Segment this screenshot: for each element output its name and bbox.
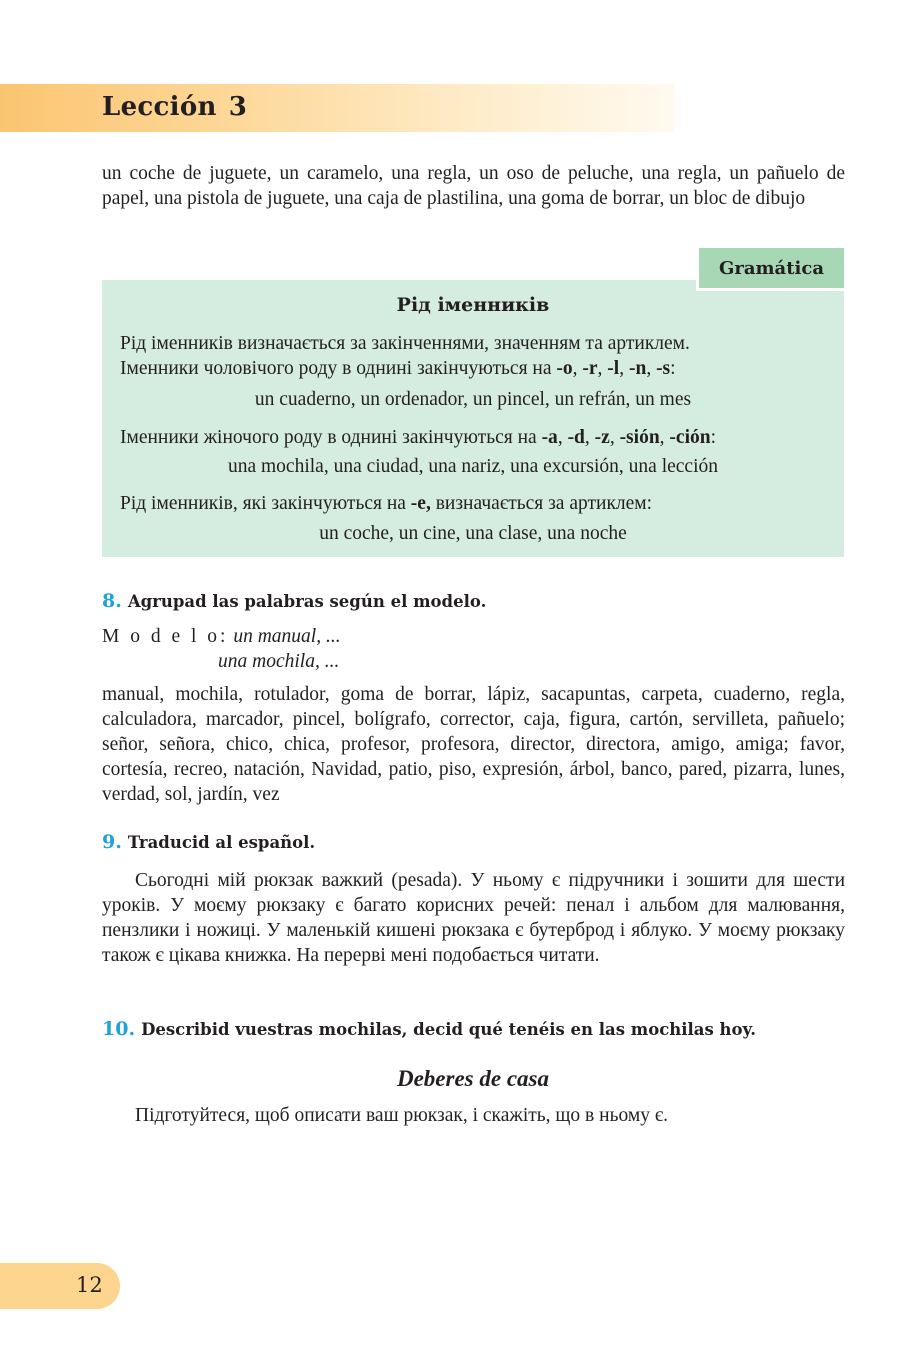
task-10-heading: [102, 1018, 756, 1040]
grammar-masculine-rule: Іменники чоловічого роду в однині закінчуються на -o, -r, -l, -n, -s:: [120, 358, 676, 379]
translation-text: Сьогодні мій рюкзак важкий (pesada). У ньому є підручники і зошити для шести уроків. У моєму рюкзаку є багато корисних речей: пенал і альбом для малювання, пензлики і ножиці. У маленькій кишені рюкзака є бутерброд і яблуко. У моєму рюкзаку також є цікава книжка. На перерві мені подобається читати.: [102, 870, 845, 966]
ending: -n: [628, 358, 647, 379]
ending: -s: [656, 358, 671, 379]
grammar-e-examples: un coche, un cine, una clase, una noche: [319, 523, 627, 544]
word-list-text: manual, mochila, rotulador, goma de borrar, lápiz, sacapuntas, carpeta, cuaderno, regla, calculadora, marcador, pincel, bolígrafo, corrector, caja, figura, cartón, servilleta, pañuelo; señor, señora, chico, chica, profesor, profesora, director, directora, amigo, amiga; favor, cortesía, recreo, natación, Navidad, patio, piso, expresión, árbol, banco, pared, pizarra, lunes, verdad, sol, jardín, vez: [102, 684, 845, 805]
grammar-masculine-examples: un cuaderno, un ordenador, un pincel, un refrán, un mes: [254, 389, 692, 410]
fem-rule-text: Іменники жіночого роду в однині закінчуються на: [120, 427, 542, 448]
intro-word-list: [102, 161, 845, 211]
task-8-word-list: [102, 682, 845, 807]
homework-title: Deberes de casa: [396, 1066, 549, 1091]
lesson-title-word: Lección: [102, 92, 217, 122]
e-rule-suffix: визначається за артиклем:: [430, 493, 653, 514]
ending: -r: [582, 358, 598, 379]
grammar-e-rule: [120, 491, 840, 516]
ending: -a: [541, 427, 558, 448]
ending: -sión: [619, 427, 660, 448]
task-number: 10.: [102, 1018, 136, 1040]
ending: -l: [607, 358, 620, 379]
page-number: 12: [76, 1273, 103, 1297]
task-title: Traducid al español.: [127, 833, 316, 852]
lesson-number: 3: [228, 92, 248, 122]
task-9-text: [102, 868, 845, 968]
lesson-title: [102, 92, 247, 122]
grammar-tab: Gramática: [696, 248, 844, 291]
ending: -d: [567, 427, 585, 448]
modelo-example: una mochila, ...: [218, 651, 340, 672]
masc-rule-text: Іменники чоловічого роду в однині закінчуються на: [120, 358, 557, 379]
task-number: 8.: [102, 590, 122, 612]
modelo-example: un manual, ...: [233, 626, 341, 647]
ending: -e,: [410, 493, 431, 514]
grammar-title: Рід іменників: [396, 294, 550, 316]
intro-text: un coche de juguete, un caramelo, una regla, un oso de peluche, una regla, un pañuelo de papel, una pistola de juguete, una caja de plastilina, una goma de borrar, un bloc de dibujo: [102, 163, 845, 209]
grammar-intro-line: Рід іменників визначається за закінченнями, значенням та артиклем.: [120, 333, 690, 354]
task-title: Describid vuestras mochilas, decid qué tenéis en las mochilas hoy.: [141, 1020, 756, 1039]
grammar-feminine-rule: Іменники жіночого роду в однині закінчуються на -a, -d, -z, -sión, -ción:: [120, 427, 717, 448]
e-rule-text: Рід іменників, які закінчуються на: [120, 493, 411, 514]
task-number: 9.: [102, 831, 122, 853]
ending: -z: [594, 427, 610, 448]
task-title: Agrupad las palabras según el modelo.: [127, 592, 487, 611]
task-9-heading: [102, 831, 315, 853]
homework-text: Підготуйтеся, щоб описати ваш рюкзак, і скажіть, що в ньому є.: [135, 1105, 669, 1126]
ending: -o: [556, 358, 573, 379]
modelo-block: [102, 624, 341, 674]
ending: -ción: [669, 427, 711, 448]
modelo-label: M o d e l o:: [102, 626, 229, 647]
grammar-feminine-examples: una mochila, una ciudad, una nariz, una excursión, una lección: [227, 456, 719, 477]
task-8-heading: [102, 590, 486, 612]
